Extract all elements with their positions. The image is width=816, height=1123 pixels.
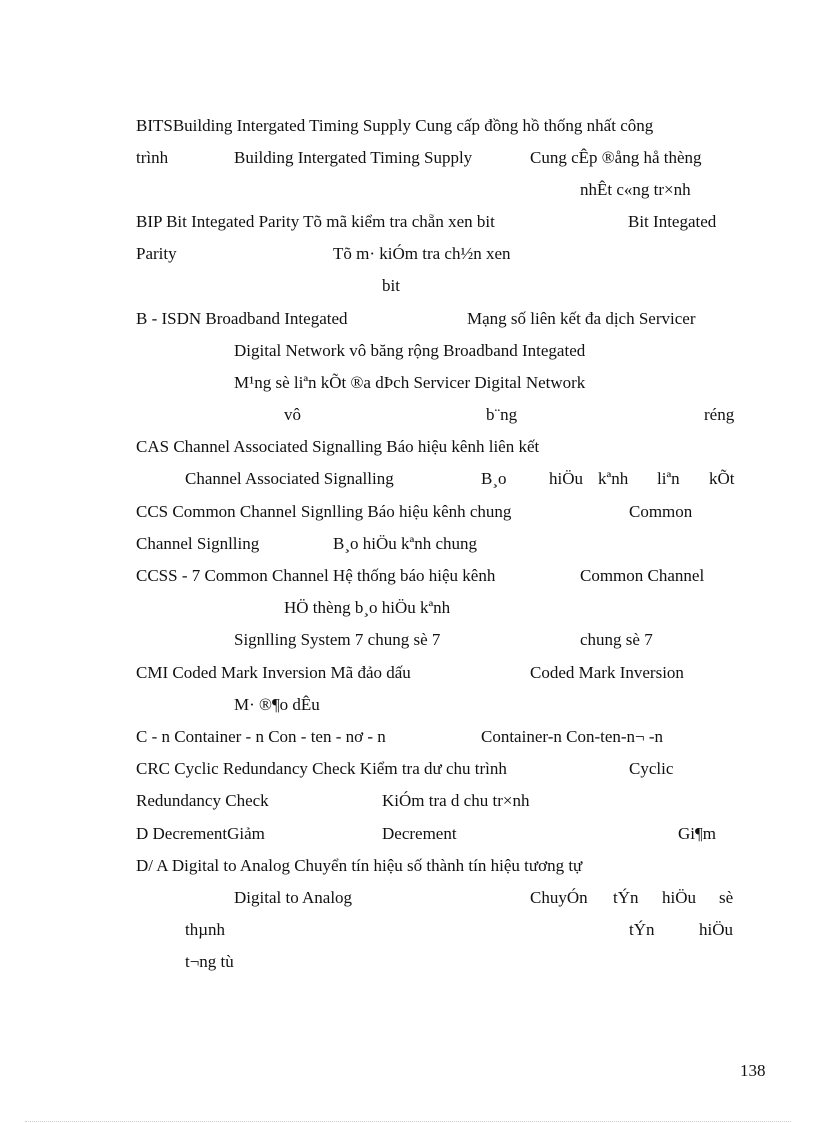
- entry-d-line: D DecrementGiảm: [136, 824, 265, 843]
- entry-bip-vn-garbled-cont: bit: [382, 276, 400, 295]
- entry-bip-cont: Parity: [136, 244, 177, 263]
- entry-crc-cont: Redundancy Check: [136, 791, 269, 810]
- entry-ccss7-vn-garbled-cont: chung sè 7: [580, 630, 653, 649]
- entry-bits-en: Building Intergated Timing Supply: [234, 148, 473, 167]
- entry-cas-vn-w3: kªnh: [598, 469, 629, 488]
- entry-da-cont-w3: hiÖu: [699, 920, 733, 939]
- entry-bisdn-vn-garbled-w2: b¨ng: [486, 405, 518, 424]
- entry-cas-vn-w5: kÕt: [709, 469, 735, 488]
- entry-bip-line: BIP Bit Integated Parity Tõ mã kiểm tra chẵn xen bit: [136, 212, 495, 231]
- entry-crc-en: Cyclic: [629, 759, 674, 778]
- entry-da-cont-w1: thµnh: [185, 920, 226, 939]
- entry-bisdn-cont: Digital Network vô băng rộng Broadband Integated: [234, 341, 586, 360]
- entry-cas-vn-w2: hiÖu: [549, 469, 583, 488]
- entry-cmi-en: Coded Mark Inversion: [530, 663, 684, 682]
- entry-ccs-vn-garbled: B¸o hiÖu kªnh chung: [333, 534, 477, 553]
- entry-bisdn-vn-garbled-w1: vô: [284, 405, 301, 424]
- entry-ccss7-en: Common Channel: [580, 566, 705, 585]
- entry-bisdn-vn-garbled-w3: réng: [704, 405, 735, 424]
- entry-bip-en: Bit Integated: [628, 212, 717, 231]
- entry-ccss7-vn-garbled: HÖ thèng b¸o hiÖu kªnh: [284, 598, 451, 617]
- entry-bits-line: BITSBuilding Intergated Timing Supply Cung cấp đồng hồ thống nhất công: [136, 116, 654, 135]
- entry-ccss7-cont: Signlling System 7 chung sè 7: [234, 630, 441, 649]
- entry-d-vn-garbled: Gi¶m: [678, 824, 716, 843]
- entry-ccss7-line: CCSS - 7 Common Channel Hệ thống báo hiệu kênh: [136, 566, 496, 585]
- entry-da-line: D/ A Digital to Analog Chuyển tín hiệu số thành tín hiệu tương tự: [136, 856, 583, 875]
- entry-bits-vn-garbled: Cung cÊp ®ång hå thèng: [530, 148, 702, 167]
- entry-container-line: C - n Container - n Con - ten - nơ - n: [136, 727, 386, 746]
- entry-da-vn-w1: ChuyÓn: [530, 888, 588, 907]
- entry-ccs-cont: Channel Signlling: [136, 534, 260, 553]
- entry-container-en: Container-n Con-ten-n¬ -n: [481, 727, 664, 746]
- entry-crc-vn-garbled: KiÓm tra d chu tr×nh: [382, 791, 530, 810]
- entry-da-en: Digital to Analog: [234, 888, 353, 907]
- entry-cas-vn-w4: liªn: [657, 469, 680, 488]
- entry-crc-line: CRC Cyclic Redundancy Check Kiểm tra dư chu trình: [136, 759, 507, 778]
- entry-bisdn-vn: Mạng số liên kết đa dịch Servicer: [467, 309, 696, 328]
- page-number: 138: [740, 1061, 766, 1080]
- entry-bits-cont: trình: [136, 148, 169, 167]
- entry-bits-vn-garbled-cont: nhÊt c«ng tr×nh: [580, 180, 691, 199]
- entry-bisdn-line: B - ISDN Broadband Integated: [136, 309, 348, 328]
- entry-d-en: Decrement: [382, 824, 457, 843]
- entry-bisdn-vn-garbled: M¹ng sè liªn kÕt ®a dÞch Servicer Digital Network: [234, 373, 586, 392]
- entry-cmi-line: CMI Coded Mark Inversion Mã đảo dấu: [136, 663, 411, 682]
- entry-da-vn-w2: tÝn: [613, 888, 639, 907]
- entry-cas-line: CAS Channel Associated Signalling Báo hiệu kênh liên kết: [136, 437, 540, 456]
- entry-da-vn-w3: hiÖu: [662, 888, 696, 907]
- entry-da-cont-w2: tÝn: [629, 920, 655, 939]
- entry-cmi-vn-garbled: M· ®¶o dÊu: [234, 695, 320, 714]
- entry-cas-vn-w1: B¸o: [481, 469, 507, 488]
- entry-ccs-line: CCS Common Channel Signlling Báo hiệu kênh chung: [136, 502, 512, 521]
- entry-da-cont-2: t¬ng tù: [185, 952, 234, 971]
- footer-dotted-rule: [25, 1121, 791, 1122]
- entry-bip-vn-garbled: Tõ m· kiÓm tra ch½n xen: [333, 244, 511, 263]
- entry-da-vn-w4: sè: [719, 888, 734, 907]
- entry-ccs-en: Common: [629, 502, 693, 521]
- entry-cas-en: Channel Associated Signalling: [185, 469, 394, 488]
